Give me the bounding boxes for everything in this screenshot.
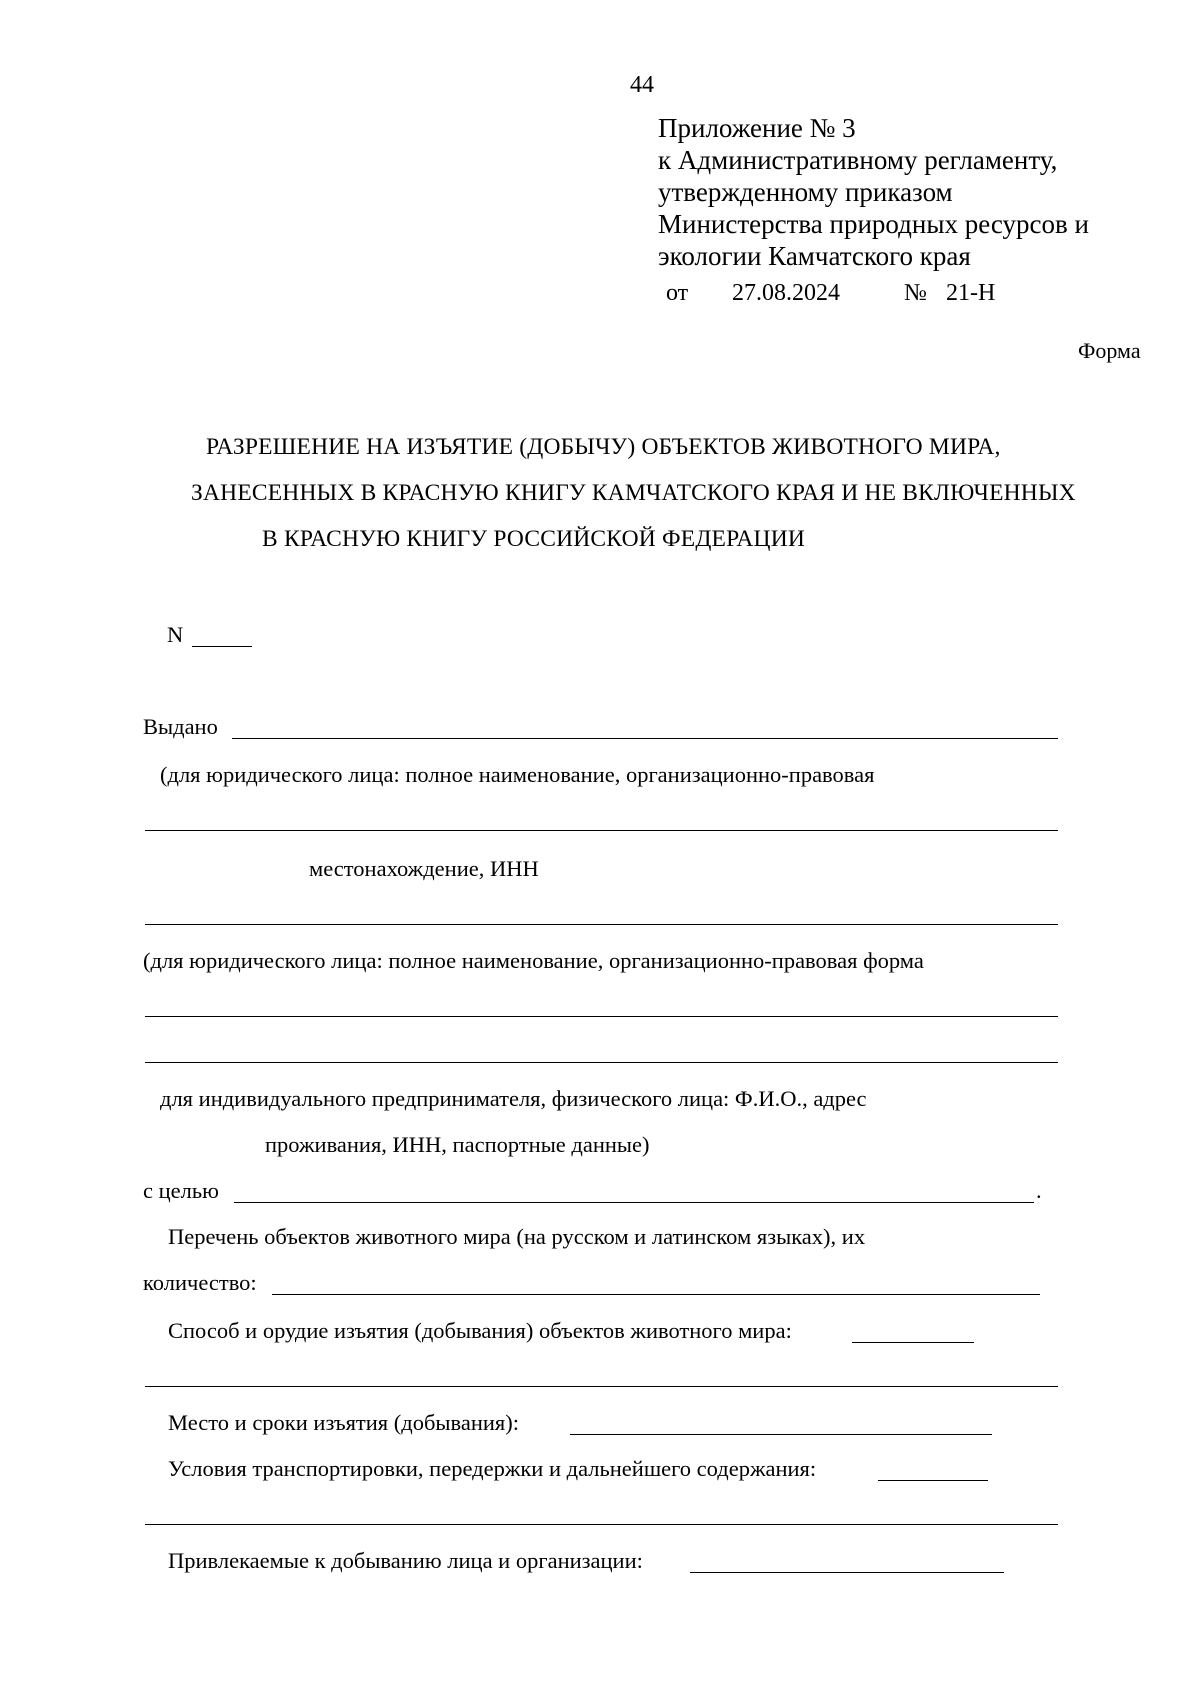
purpose-label: с целью bbox=[143, 1178, 219, 1203]
order-number: 21-Н bbox=[946, 280, 996, 306]
hint-legal-entity-form: (для юридического лица: полное наименование, организационно-правовая форма bbox=[143, 948, 924, 973]
page-number: 44 bbox=[630, 72, 654, 98]
place-label: Место и сроки изъятия (добывания): bbox=[168, 1410, 520, 1435]
hint-location: местонахождение, ИНН bbox=[309, 856, 539, 881]
purpose-field[interactable] bbox=[234, 1202, 1034, 1203]
quantity-label: количество: bbox=[143, 1270, 257, 1295]
method-label: Способ и орудие изъятия (добывания) объектов животного мира: bbox=[168, 1318, 792, 1343]
number-label: N bbox=[167, 622, 184, 647]
issued-field[interactable] bbox=[232, 738, 1058, 739]
issued-field-line-5[interactable] bbox=[145, 1062, 1058, 1063]
order-date: 27.08.2024 bbox=[732, 280, 840, 306]
purpose-period: . bbox=[1036, 1178, 1042, 1203]
appendix-line: к Административному регламенту, bbox=[658, 145, 1058, 175]
form-label: Форма bbox=[1078, 338, 1141, 363]
quantity-field[interactable] bbox=[272, 1294, 1040, 1295]
appendix-line: экологии Камчатского края bbox=[658, 241, 971, 271]
hint-individual: для индивидуального предпринимателя, физического лица: Ф.И.О., адрес bbox=[160, 1086, 867, 1111]
title-line: РАЗРЕШЕНИЕ НА ИЗЪЯТИЕ (ДОБЫЧУ) ОБЪЕКТОВ ЖИВОТНОГО МИРА, bbox=[206, 434, 1001, 460]
hint-legal-entity: (для юридического лица: полное наименование, организационно-правовая bbox=[160, 762, 875, 787]
appendix-title: Приложение № 3 bbox=[658, 113, 856, 143]
transport-field-line-2[interactable] bbox=[145, 1524, 1058, 1525]
date-prefix: от bbox=[666, 280, 689, 306]
transport-field[interactable] bbox=[878, 1480, 988, 1481]
place-field[interactable] bbox=[570, 1434, 992, 1435]
persons-label: Привлекаемые к добыванию лица и организации: bbox=[168, 1548, 643, 1573]
issued-label: Выдано bbox=[143, 714, 218, 739]
title-line: ЗАНЕСЕННЫХ В КРАСНУЮ КНИГУ КАМЧАТСКОГО КРАЯ И НЕ ВКЛЮЧЕННЫХ bbox=[191, 480, 1076, 506]
transport-label: Условия транспортировки, передержки и дальнейшего содержания: bbox=[168, 1456, 817, 1481]
method-field[interactable] bbox=[852, 1342, 974, 1343]
method-field-line-2[interactable] bbox=[145, 1386, 1058, 1387]
persons-field[interactable] bbox=[690, 1572, 1004, 1573]
issued-field-line-2[interactable] bbox=[145, 830, 1058, 831]
hint-individual-cont: проживания, ИНН, паспортные данные) bbox=[265, 1132, 650, 1157]
number-prefix: № bbox=[904, 280, 927, 306]
appendix-line: утвержденному приказом bbox=[658, 177, 953, 207]
appendix-line: Министерства природных ресурсов и bbox=[658, 209, 1089, 239]
issued-field-line-4[interactable] bbox=[145, 1016, 1058, 1017]
title-line: В КРАСНУЮ КНИГУ РОССИЙСКОЙ ФЕДЕРАЦИИ bbox=[262, 526, 806, 552]
issued-field-line-3[interactable] bbox=[145, 924, 1058, 925]
number-field[interactable] bbox=[192, 646, 252, 647]
objects-list-label: Перечень объектов животного мира (на русском и латинском языках), их bbox=[168, 1224, 866, 1249]
